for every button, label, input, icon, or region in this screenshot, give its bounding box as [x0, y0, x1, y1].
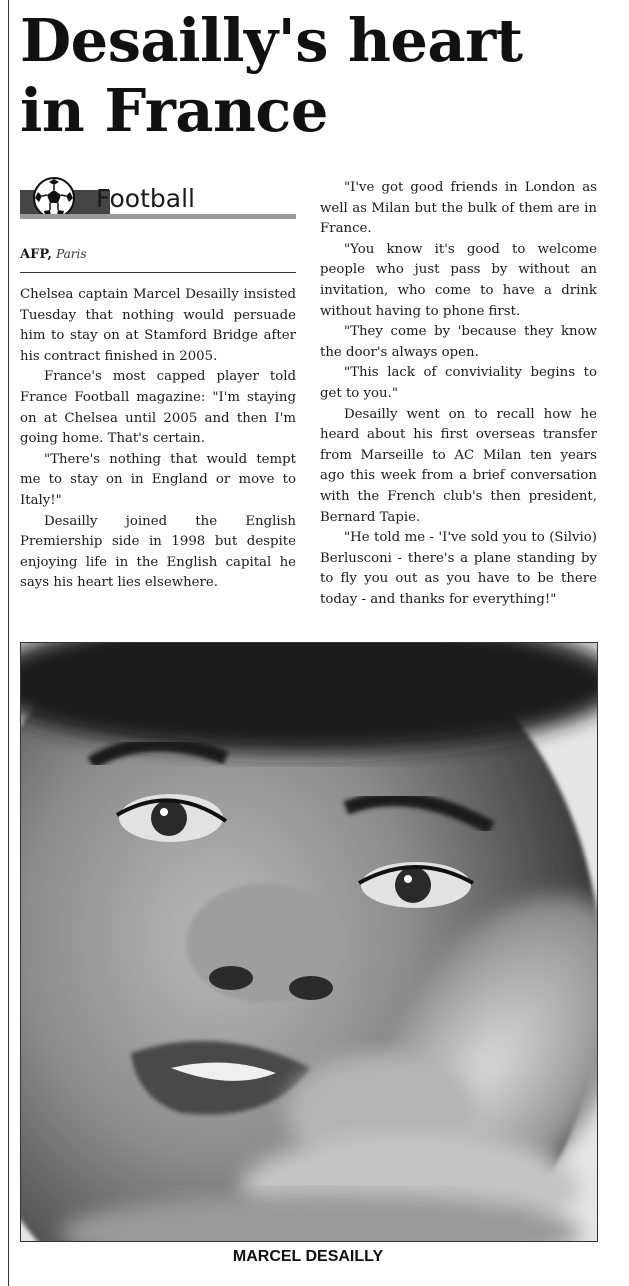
paragraph: "He told me - 'I've sold you to (Silvio) Berlusconi - there's a plane standing by to fly you out as you have to be there today - and thanks for everything!": [320, 530, 597, 607]
player-photo: [20, 642, 598, 1242]
section-label: Football: [96, 184, 195, 213]
byline-agency: AFP,: [20, 247, 52, 262]
paragraph: "I've got good friends in London as well as Milan but the bulk of them are in France.: [320, 180, 597, 237]
paragraph: "You know it's good to welcome people who just pass by without an invitation, who come to have a drink without having to phone first.: [320, 241, 597, 319]
paragraph: Chelsea captain Marcel Desailly insisted Tuesday that nothing would persuade him to stay on at Stamford Bridge after his contract finished in 2005.: [20, 287, 296, 364]
photo-caption: MARCEL DESAILLY: [232, 1248, 384, 1265]
paragraph: Desailly went on to recall how he heard about his first overseas transfer from Marseille to AC Milan ten years ago this week from a brief conversation with the French club's then president, Bernard Tapie.: [320, 406, 597, 525]
portrait-image: [21, 643, 597, 1241]
column-rule: [8, 0, 9, 1286]
paragraph: "There's nothing that would tempt me to stay on in England or move to Italy!": [20, 451, 296, 508]
paragraph: "This lack of conviviality begins to get to you.": [320, 365, 597, 401]
section-underline: [20, 214, 296, 219]
headline: [20, 6, 620, 146]
byline: [20, 247, 296, 262]
headline-line: in France: [20, 76, 328, 145]
article-column-2: [320, 178, 597, 610]
section-header: [20, 176, 296, 222]
paragraph: "They come by 'because they know the door's always open.: [320, 324, 597, 360]
paragraph: Desailly joined the English Premiership side in 1998 but despite enjoying life in the English capital he says his heart lies elsewhere.: [20, 513, 296, 591]
paragraph: France's most capped player told France Football magazine: "I'm staying on at Chelsea until 2005 and then I'm going home. That's certain.: [20, 369, 296, 447]
headline-line: Desailly's heart: [20, 6, 523, 75]
byline-location: Paris: [56, 247, 87, 261]
article-column-1: [20, 285, 296, 594]
byline-rule: [20, 272, 296, 273]
